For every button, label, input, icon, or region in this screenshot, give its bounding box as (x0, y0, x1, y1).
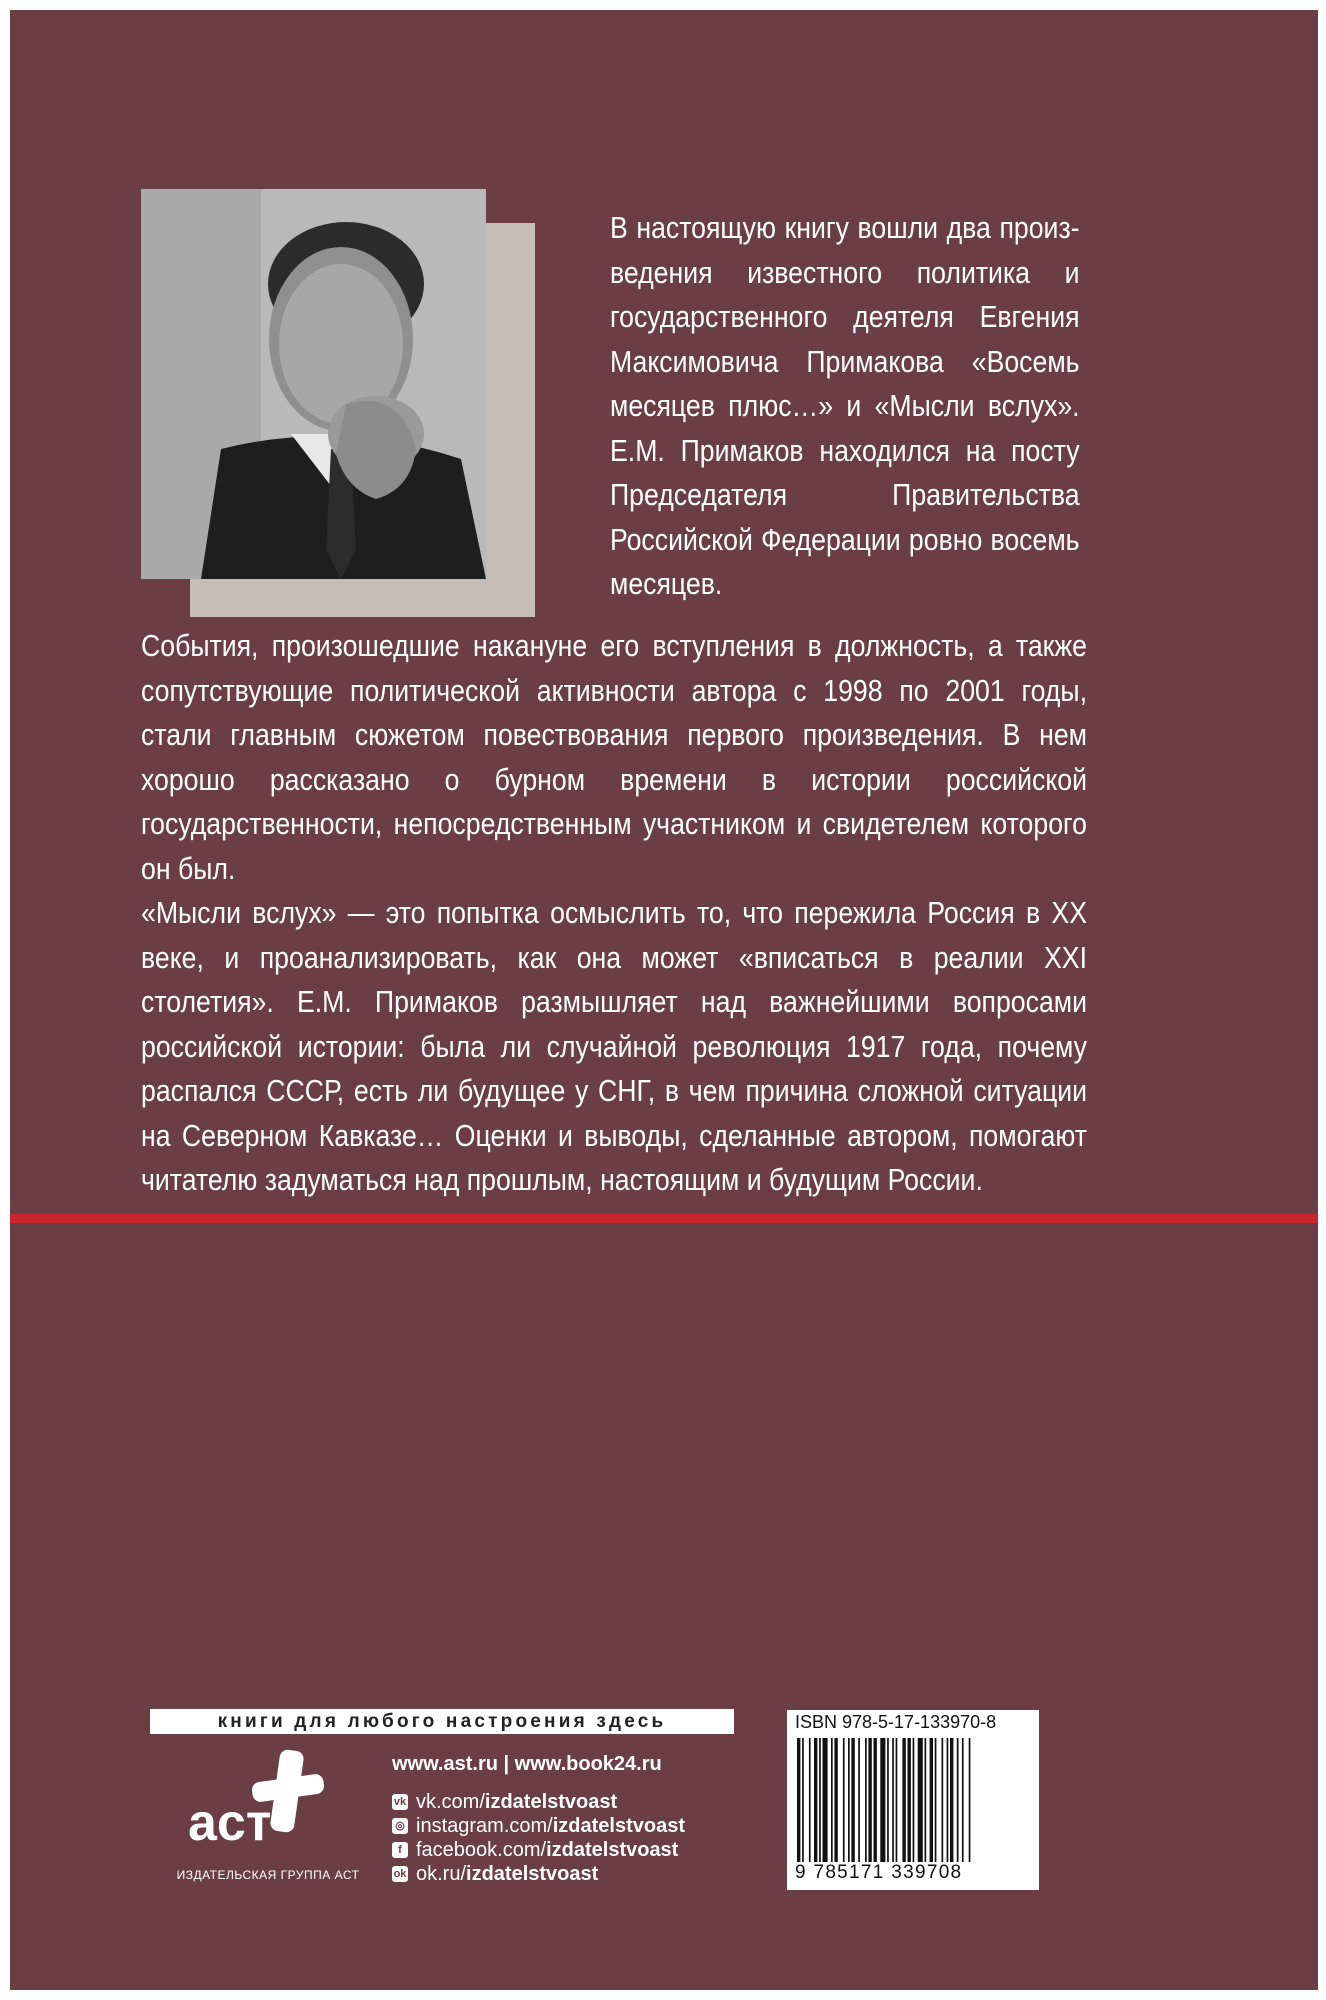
barcode-bar (935, 1738, 937, 1862)
author-photo (141, 189, 486, 579)
barcode-bar (797, 1738, 800, 1862)
barcode-bar (848, 1738, 850, 1862)
barcode-bar (819, 1738, 821, 1862)
barcode-bar (962, 1738, 964, 1862)
ok-icon: ok (393, 1868, 407, 1880)
vk-icon: vk (393, 1796, 407, 1808)
isbn-number: ISBN 978-5-17-133970-8 (795, 1712, 997, 1732)
barcode-bar (913, 1738, 915, 1862)
barcode-bar (834, 1738, 837, 1862)
barcode-bar (942, 1738, 944, 1862)
accent-divider (10, 1214, 1318, 1223)
author-portrait-illustration (141, 189, 486, 579)
description-paragraph-1: События, произошедшие накануне его вступления в должность, а также сопутствующие политической активности автора с 1998 по 2001 годы, стали главным сюжетом повествования первого произведения. В нем хорошо рассказано о бурном времени в истории российской государственности, непосредственным участником и свидетелем которого он был. (141, 628, 1087, 886)
publisher-slogan: книги для любого настроения здесь (150, 1709, 734, 1734)
barcode-bars-icon (795, 1738, 1031, 1862)
social-link-vk[interactable]: vk vk.com/ izdatelstvoast (393, 1791, 618, 1813)
barcode-bar (930, 1738, 933, 1862)
ast-logo-icon (180, 1748, 340, 1858)
barcode-digits: 9 785171 339708 (795, 1862, 963, 1883)
barcode-bar (865, 1738, 867, 1862)
logo-text: аст (188, 1794, 272, 1852)
barcode-bar (887, 1738, 889, 1862)
barcode-bar (858, 1738, 860, 1862)
barcode-bar (843, 1738, 845, 1862)
barcode-bar (880, 1738, 885, 1862)
barcode-bar (925, 1738, 927, 1862)
publisher-websites[interactable]: www.ast.ru | www.book24.ru (392, 1753, 662, 1775)
description-text (141, 624, 1087, 1203)
barcode-bar (892, 1738, 894, 1862)
description-paragraph-2: «Мысли вслух» — это попытка осмыслить то, что пережила Россия в XX веке, и проанализировать, как она может «вписаться в реалии XXI столетия». Е.М. Примаков размышляет над важнейшими вопросами российской истории: была ли случайной революция 1917 года, почему распался СССР, есть ли будущее у СНГ, в чем причина сложной ситуации на Северном Кавказе… Оценки и выводы, сделанные автором, помогают читателю задуматься над прошлым, настоящим и будущим России. (141, 895, 1087, 1197)
barcode-bar (851, 1738, 854, 1862)
barcode-bar (908, 1738, 911, 1862)
barcode-bar (918, 1738, 923, 1862)
social-link-facebook[interactable]: f facebook.com/ izdatelstvoast (392, 1838, 685, 1862)
intro-paragraph: В настоящую книгу вошли два произведения известного политика и государственного деятеля Евгения Максимовича Примакова «Восемь месяцев плюс…» и «Мысли вслух». Е.М. Примаков находился на посту Председателя Правительства Российской Федерации ровно восемь месяцев. (610, 210, 1080, 601)
barcode-block (787, 1710, 1039, 1890)
barcode-bar (823, 1738, 828, 1862)
publisher-caption: ИЗДАТЕЛЬСКАЯ ГРУППА АСТ (176, 1868, 360, 1882)
social-link-ok[interactable]: ok ok.ru/ izdatelstvoast (393, 1863, 599, 1885)
barcode-bar (874, 1738, 877, 1862)
instagram-icon: ◎ (392, 1818, 408, 1834)
barcode-bar (896, 1738, 898, 1862)
ast-logo (180, 1748, 340, 1858)
barcode-bar (868, 1738, 871, 1862)
barcode-bar (831, 1738, 833, 1862)
barcode-bar (969, 1738, 971, 1862)
barcode-bar (809, 1738, 811, 1862)
barcode-bar (947, 1738, 949, 1862)
barcode-bar (902, 1738, 905, 1862)
barcode-bar (802, 1738, 804, 1862)
social-link-instagram[interactable]: ◎ instagram.com/ izdatelstvoast (392, 1814, 685, 1838)
barcode-bar (957, 1738, 959, 1862)
facebook-icon: f (392, 1842, 408, 1858)
social-links (392, 1790, 685, 1886)
barcode-bar (814, 1738, 817, 1862)
barcode-bar (950, 1738, 953, 1862)
